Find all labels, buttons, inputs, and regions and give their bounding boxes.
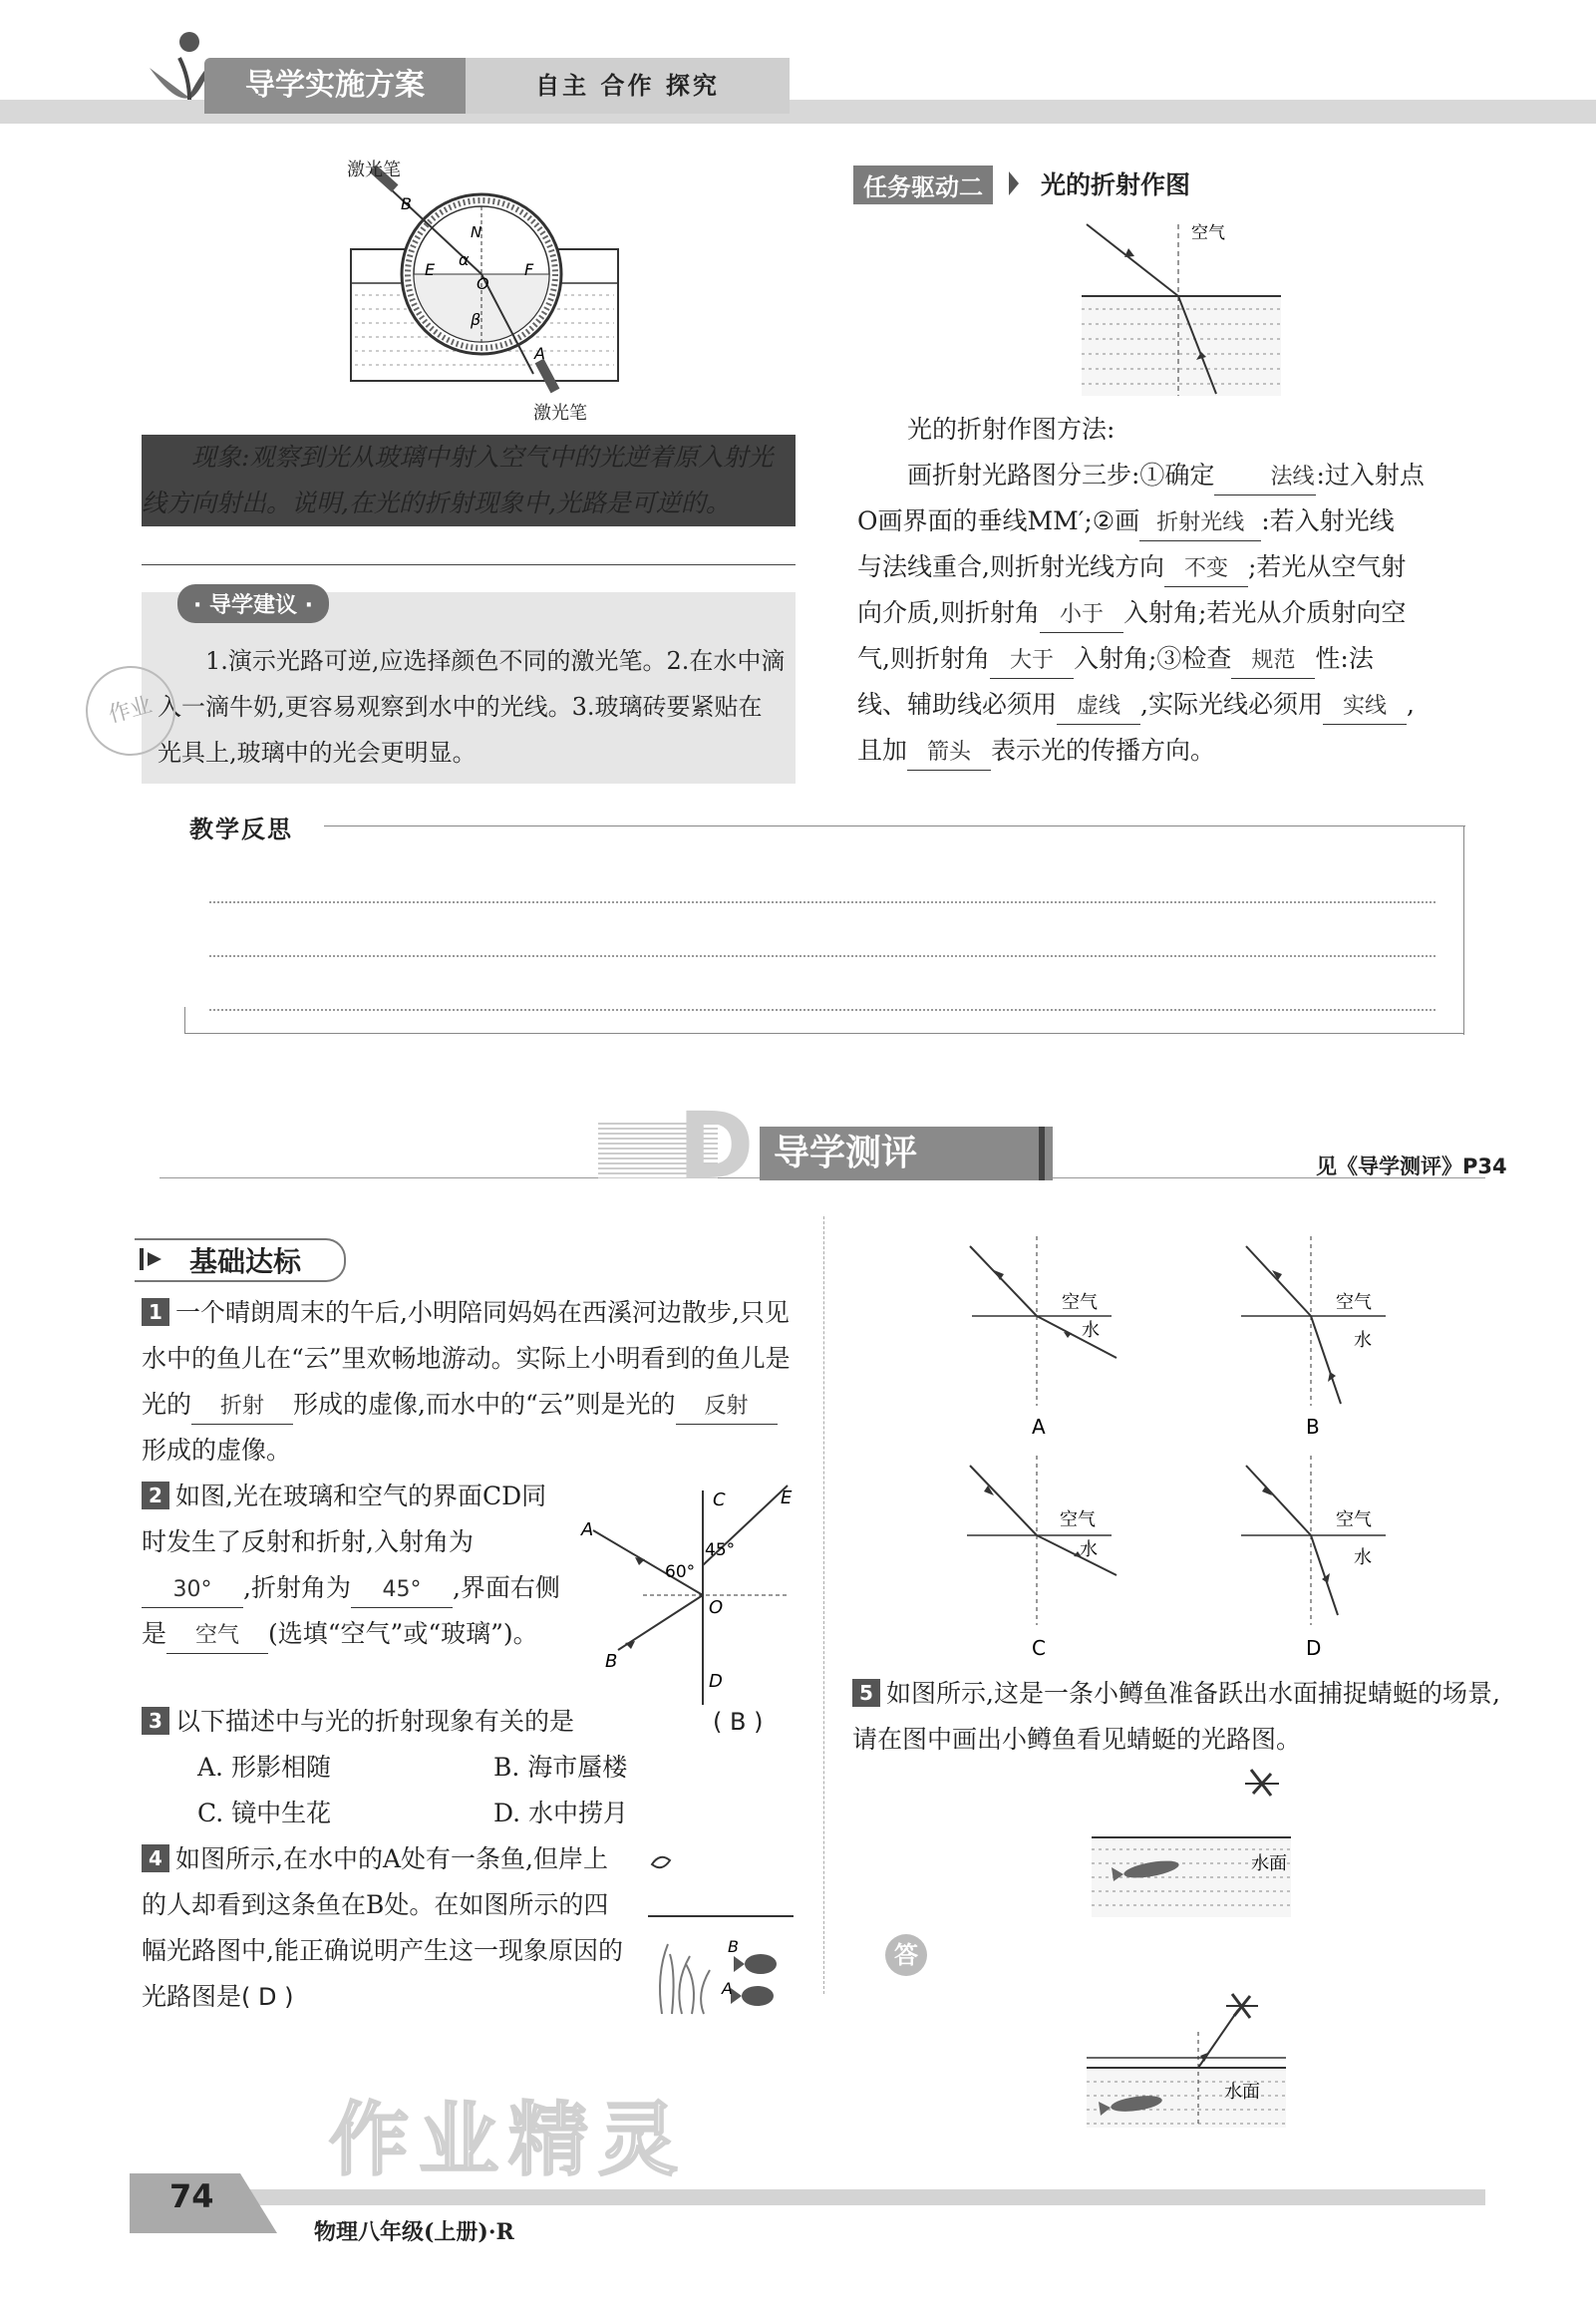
q2-label-c: C: [713, 1489, 726, 1510]
q4-option-diagram-b: [1226, 1236, 1406, 1439]
answer-solid-line: 实线: [1323, 690, 1407, 725]
q2-answer-side: 空气: [166, 1619, 268, 1654]
task2-title: 光的折射作图: [1041, 170, 1191, 199]
q2-label-a: A: [581, 1519, 594, 1540]
q1-text-2: 形成的虚像,而水中的“云”则是光的: [293, 1390, 676, 1419]
reflection-left-border: [184, 1007, 185, 1034]
section-d-bar: [1039, 1127, 1045, 1180]
diagram-d-water: 水: [1354, 1547, 1372, 1568]
diagram-d-letter: D: [1306, 1636, 1322, 1660]
footer-band: [150, 2189, 1485, 2205]
page-number: 74: [169, 2177, 214, 2215]
task2-arrow-icon: [1007, 169, 1021, 197]
diagram-c-letter: C: [1032, 1636, 1046, 1660]
method-t5: 与法线重合,则折射光线方向: [857, 552, 1164, 581]
q5-water-label: 水面: [1251, 1853, 1287, 1874]
method-t10: 入射角;③检查: [1073, 644, 1232, 673]
reflection-title: 教学反思: [189, 816, 293, 843]
laser-label-bottom: 激光笔: [533, 403, 587, 424]
answer-refracted-ray: 折射光线: [1139, 506, 1261, 541]
method-text: [857, 453, 1515, 774]
watermark: 作业精灵: [329, 2094, 688, 2186]
diagram-a-letter: A: [1032, 1415, 1046, 1439]
method-t12: 线、辅助线必须用: [857, 690, 1058, 719]
phenomenon-line-1: [142, 479, 796, 480]
answer-standard: 规范: [1231, 644, 1315, 679]
answer-normal-line: 法线: [1214, 461, 1316, 495]
reflection-line-3: [209, 1009, 1436, 1011]
q2-label-b: B: [605, 1651, 618, 1672]
q2-answer-incident: 30°: [142, 1573, 243, 1608]
diagram-b-air: 空气: [1336, 1292, 1372, 1313]
method-t6: ;若光从空气射: [1247, 552, 1407, 581]
section-d-ref: 见《导学测评》P34: [1316, 1155, 1507, 1178]
diagram-b-water: 水: [1354, 1330, 1372, 1351]
method-t4: :若入射光线: [1261, 506, 1395, 535]
exp-label-e: E: [425, 260, 436, 279]
fish-image-a: [742, 1986, 774, 2006]
q2-diagram: [573, 1476, 802, 1705]
method-t15: 且加: [857, 736, 908, 765]
q4-option-diagram-c: [952, 1456, 1131, 1660]
q2-label-e: E: [781, 1487, 793, 1508]
dragonfly-icon: [1245, 1770, 1279, 1796]
q5-text: 如图所示,这是一条小鳟鱼准备跃出水面捕捉蜻蜓的场景,请在图中画出小鳟鱼看见蜻蜓的光路图。: [852, 1679, 1500, 1754]
reflection-top-line: [324, 825, 1465, 826]
q4-answer: ( D ): [241, 1983, 294, 2011]
method-t13: ,实际光线必须用: [1140, 690, 1323, 719]
answer-dashed-line: 虚线: [1057, 690, 1140, 725]
reflection-right-border: [1463, 825, 1464, 1035]
seaweed-icon: [660, 1944, 710, 2014]
answer-less-than: 小于: [1040, 598, 1123, 633]
method-title: 光的折射作图方法:: [907, 415, 1116, 444]
method-t9: 气,则折射角: [857, 644, 990, 673]
dragonfly-icon-answer: [1226, 1994, 1258, 2018]
refraction-air-label: 空气: [1191, 223, 1225, 243]
experiment-diagram: [339, 150, 628, 429]
q3-option-c: C. 镜中生花: [197, 1799, 332, 1827]
question-3: [142, 1699, 700, 1745]
question-5: [852, 1671, 1510, 1763]
q2-text-3: ,界面右侧是: [142, 1573, 560, 1648]
section-d-title: 导学测评: [760, 1127, 1053, 1180]
q4-label-a: A: [722, 1979, 733, 1998]
method-t7: 向介质,则折射角: [857, 598, 1040, 627]
answer-arrow: 箭头: [907, 736, 991, 771]
method-t14: ,: [1406, 690, 1415, 719]
exp-label-n: N: [471, 223, 482, 241]
section-d-letter: D: [678, 1093, 755, 1199]
homework-stamp: 作业: [76, 656, 185, 766]
q1-text-1: 一个晴朗周末的午后,小明陪同妈妈在西溪河边散步,只见水中的鱼儿在“云”里欢畅地游动。实际上小明看到的鱼儿是光的: [142, 1298, 791, 1419]
reflection-bottom-border: [184, 1033, 1464, 1034]
q3-number: 3: [142, 1707, 169, 1735]
footer-book: 物理八年级(上册)·R: [314, 2219, 514, 2245]
answer-badge: 答: [885, 1934, 927, 1976]
phenomenon-line-3: [142, 564, 796, 565]
q2-number: 2: [142, 1482, 169, 1509]
q5-water-label-answer: 水面: [1224, 2082, 1260, 2103]
q1-answer-2: 反射: [676, 1390, 778, 1425]
refraction-diagram: [1077, 214, 1286, 404]
q5-question-figure: [1082, 1760, 1321, 1929]
q3-option-b: B. 海市蜃楼: [493, 1753, 628, 1782]
method-t8: 入射角;若光从介质射向空: [1122, 598, 1407, 627]
basic-title: 基础达标: [189, 1245, 302, 1278]
answer-unchanged: 不变: [1164, 552, 1248, 587]
exp-label-alpha: α: [459, 250, 470, 269]
method-t3: O画界面的垂线MM′;②画: [857, 506, 1140, 535]
q5-answer-figure: [1077, 1992, 1316, 2132]
task2-tag: 任务驱动二: [853, 165, 993, 204]
q4-text: 如图所示,在水中的A处有一条鱼,但岸上的人却看到这条鱼在B处。在如图所示的四幅光路图中,能正确说明产生这一现象原因的光路图是: [142, 1844, 623, 2011]
q2-label-o: O: [709, 1597, 724, 1618]
header-title: 导学实施方案: [204, 58, 466, 114]
question-2: [142, 1474, 568, 1657]
diagram-b-letter: B: [1306, 1415, 1320, 1439]
arrow-icon: [138, 1246, 167, 1272]
method-t11: 性:法: [1315, 644, 1374, 673]
diagram-d-air: 空气: [1336, 1509, 1372, 1530]
header-subtitle: 自主 合作 探究: [466, 58, 790, 114]
q3-option-d: D. 水中捞月: [493, 1799, 629, 1827]
q2-label-45: 45°: [705, 1540, 736, 1560]
method-t1: 画折射光路图分三步:①确定: [907, 461, 1215, 490]
q3-answer: ( B ): [713, 1708, 764, 1736]
phenomenon-text: 现象:观察到光从玻璃中射入空气中的光逆着原入射光线方向射出。说明,在光的折射现象中,光路是可逆的。: [142, 435, 796, 526]
diagram-a-water: 水: [1082, 1320, 1100, 1341]
diagram-a-air: 空气: [1062, 1292, 1098, 1313]
q1-number: 1: [142, 1298, 169, 1326]
reflection-line-1: [209, 901, 1436, 903]
q4-option-diagram-a: [952, 1236, 1131, 1439]
q1-answer-1: 折射: [191, 1390, 293, 1425]
advice-title: · 导学建议 ·: [177, 584, 329, 623]
question-4: [142, 1836, 628, 2020]
fish-image-b: [745, 1954, 777, 1974]
q3-option-a: A. 形影相随: [197, 1753, 331, 1782]
q4-label-b: B: [728, 1937, 739, 1956]
method-t16: 表示光的传播方向。: [991, 736, 1216, 765]
laser-label-top: 激光笔: [347, 160, 401, 180]
q4-number: 4: [142, 1844, 169, 1872]
diagram-c-air: 空气: [1060, 1509, 1096, 1530]
exp-label-beta: β: [471, 310, 481, 329]
q2-label-60: 60°: [665, 1562, 696, 1582]
q2-text-2: ,折射角为: [243, 1573, 351, 1602]
exp-label-f: F: [524, 260, 534, 279]
question-1: [142, 1290, 799, 1474]
eye-icon: [652, 1857, 670, 1867]
q2-text-1: 如图,光在玻璃和空气的界面CD同时发生了反射和折射,入射角为: [142, 1482, 547, 1556]
exp-label-o: O: [477, 274, 489, 293]
advice-text: 1.演示光路可逆,应选择颜色不同的激光笔。2.在水中滴入一滴牛奶,更容易观察到水中的光线。3.玻璃砖要紧贴在光具上,玻璃中的光会更明显。: [158, 647, 786, 767]
q2-label-d: D: [709, 1671, 723, 1692]
method-t2: :过入射点: [1316, 461, 1425, 490]
q4-scene: [646, 1844, 796, 2019]
q3-text: 以下描述中与光的折射现象有关的是: [175, 1707, 575, 1736]
q2-text-4: (选填“空气”或“玻璃”)。: [268, 1619, 538, 1648]
q1-text-3: 形成的虚像。: [142, 1436, 292, 1465]
q5-number: 5: [852, 1679, 880, 1707]
answer-greater-than: 大于: [990, 644, 1074, 679]
phenomenon-line-2: [142, 524, 796, 525]
exp-label-b: B: [401, 194, 412, 213]
diagram-c-water: 水: [1080, 1539, 1098, 1560]
q4-option-diagram-d: [1226, 1456, 1406, 1660]
q2-answer-refraction: 45°: [351, 1573, 453, 1608]
column-divider: [823, 1216, 824, 1994]
exp-label-a: A: [534, 344, 545, 363]
reflection-line-2: [209, 955, 1436, 957]
